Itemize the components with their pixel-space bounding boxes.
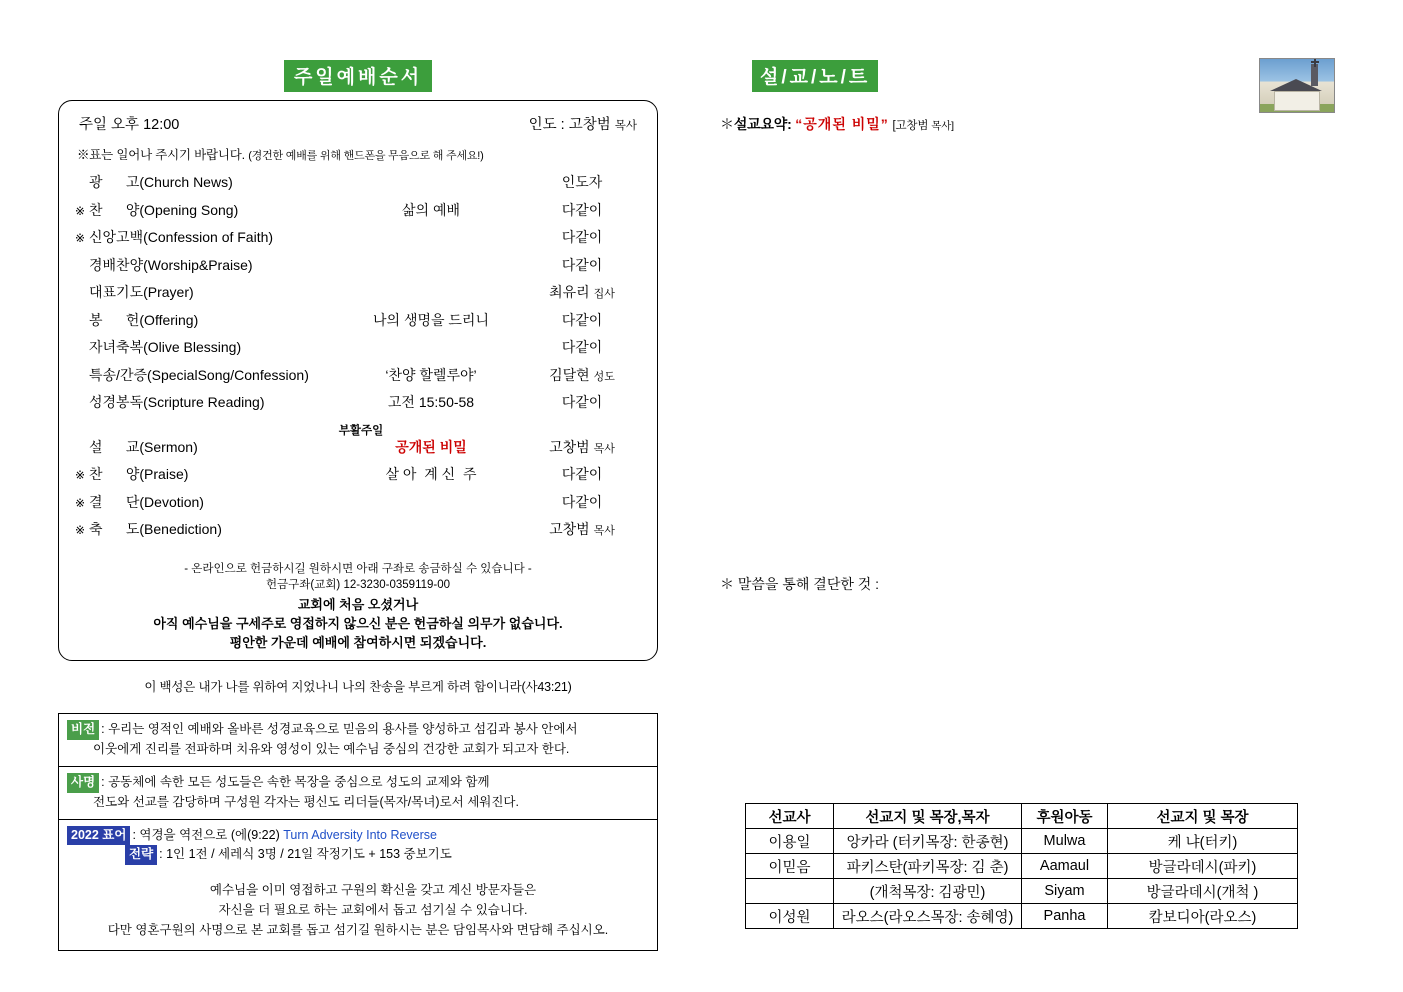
order-item-detail: 삶의 예배 [402,201,460,218]
order-item [75,310,641,338]
mission-line-2: 전도와 선교를 감당하며 구성원 각자는 평신도 리더들(목자/목녀)로서 세워진다. [93,794,519,809]
photo-building-body [1274,91,1320,111]
newcomer-note-line2: 아직 예수님을 구세주로 영접하지 않으신 분은 헌금하실 의무가 없습니다. [153,615,563,631]
church-photo [1259,58,1335,113]
visitor-line-3: 다만 영혼구원의 사명으로 본 교회를 돕고 섬기길 원하시는 분은 담임목사와 면담해 주십시오. [107,922,609,937]
order-item [75,227,641,255]
order-item [75,172,641,200]
offering-account: 헌금구좌(교회) 12-3230-0359119-00 [265,579,451,592]
order-item [75,492,641,520]
worship-order-box [58,100,658,661]
cross-icon-bar [1311,61,1319,63]
visitor-guidance-section [59,872,657,950]
cell-child: Mulwa [1022,829,1108,854]
worship-order-list [75,172,641,547]
order-item [75,282,641,310]
order-item-person: 다같이 [561,493,603,510]
vision-section [59,714,657,766]
cell-missionary [746,879,834,904]
visitor-line-1: 예수님을 이미 영접하고 구원의 확신을 갖고 계신 방문자들은 [209,882,537,897]
order-item-sermon [75,437,641,465]
cell-field-group: 캄보디아(라오스) [1108,904,1298,929]
goal-section [59,819,657,872]
sermon-summary-label: 설교요약: [733,116,792,132]
service-leader: 인도 : 고창범 목사 [528,117,637,133]
order-item-name: 성경봉독(Scripture Reading) [89,394,265,410]
scripture-verse: 이 백성은 내가 나를 위하여 지었나니 나의 찬송을 부르게 하려 함이니라(사43:21) [144,680,572,695]
year-goal-tag: 2022 표어 [67,826,130,845]
sermon-summary-row [720,114,1360,134]
cell-missionary: 이믿음 [746,854,834,879]
worship-header-row [75,111,641,134]
order-item-person: 고창범 목사 [549,521,615,537]
order-item-person: 최유리 집사 [549,284,615,300]
cell-field-group: 방글라데시(파키) [1108,854,1298,879]
strategy-line [67,845,649,864]
standing-note: ※표는 일어나 주시기 바랍니다. (경건한 예배를 위해 핸드폰을 무음으로 해 주세요!) [77,148,484,162]
cell-field-group: 케 냐(터키) [1108,829,1298,854]
strategy-tag: 전략 [125,845,157,864]
page-title: 주일예배순서 [284,60,432,92]
easter-sunday-label: 부활주일 [338,424,384,437]
order-item-name: 축 도(Benediction) [89,521,222,537]
col-header-field-and-shepherd: 선교지 및 목장,목자 [834,804,1022,829]
order-item-name: 대표기도(Prayer) [89,284,194,300]
order-item [75,392,641,420]
worship-order-column [58,60,678,951]
order-item-person: 다같이 [561,466,603,482]
order-item-person: 인도자 [561,174,603,190]
order-item-name: 신앙고백(Confession of Faith) [89,229,274,245]
cell-field-shepherd: 앙카라 (터키목장: 한종현) [834,829,1022,854]
order-item-name: 경배찬양(Worship&Praise) [89,256,253,273]
newcomer-note-line3: 평안한 가운데 예배에 참여하시면 되겠습니다. [229,634,487,650]
newcomer-note-line1: 교회에 처음 오셨거나 [297,596,419,612]
order-item-name: 자녀축복(Olive Blessing) [89,339,242,355]
mission-tag: 사명 [67,773,99,792]
order-item [75,337,641,365]
order-item-name: 찬 양(Praise) [89,466,189,482]
cell-missionary: 이성원 [746,904,834,929]
goal-text: : 역경을 역전으로 (에(9:22) [132,827,280,842]
order-item-name: 찬 양(Opening Song) [89,201,239,218]
standing-mark: ※ [75,203,86,218]
table-row [746,904,1298,929]
order-item-detail: 살 아 계 신 주 [385,466,477,482]
service-time: 주일 오후 12:00 [79,117,180,133]
sermon-summary-value: “공개된 비밀” [795,116,889,132]
order-item-name: 특송/간증(SpecialSong/Confession) [89,366,309,383]
order-item-person: 다같이 [561,256,603,273]
online-offering-note: - 온라인으로 헌금하시길 원하시면 아래 구좌로 송금하실 수 있습니다 - [184,562,532,575]
cell-field-shepherd: (개척목장: 김광민) [834,879,1022,904]
standing-mark: ※ [75,495,86,510]
table-row [746,829,1298,854]
cell-child: Panha [1022,904,1108,929]
vision-mission-box [58,713,658,950]
decision-prompt: ＊ 말씀을 통해 결단한 것 : [720,576,880,592]
sermon-title-text: 공개된 비밀 [395,438,467,455]
vision-line-1: : 우리는 영적인 예배와 올바른 성경교육으로 믿음의 용사를 양성하고 섬김과 봉사 안에서 [101,722,578,737]
cell-field-shepherd: 라오스(라오스목장: 송혜영) [834,904,1022,929]
order-item-person: 다같이 [561,311,603,328]
order-item-person: 다같이 [561,394,603,410]
cell-field-shepherd: 파키스탄(파키목장: 김 춘) [834,854,1022,879]
table-header-row [746,804,1298,829]
order-item-detail: 고전 15:50-58 [387,394,475,410]
mission-support-table [745,803,1298,929]
order-item-name: 결 단(Devotion) [89,493,204,510]
mission-section [59,766,657,819]
order-item-person: 김달현 성도 [549,366,615,383]
visitor-line-2: 자신을 더 필요로 하는 교회에서 돕고 섬기실 수 있습니다. [218,902,528,917]
photo-steeple [1311,64,1318,86]
table-row [746,879,1298,904]
order-item-person: 다같이 [561,339,603,355]
order-item-person: 다같이 [561,201,603,218]
col-header-field-and-group: 선교지 및 목장 [1108,804,1298,829]
cell-field-group: 방글라데시(개척 ) [1108,879,1298,904]
col-header-missionary: 선교사 [746,804,834,829]
standing-mark: ※ [75,231,86,245]
standing-mark: ※ [75,523,86,537]
sermon-preacher: [고창범 목사] [892,120,954,132]
order-item-person: 다같이 [561,229,603,245]
order-item [75,519,641,547]
mission-line-1: : 공동체에 속한 모든 성도들은 속한 목장을 중심으로 성도의 교제와 함께 [101,775,490,790]
order-item-name: 설 교(Sermon) [89,438,198,455]
table-row [746,854,1298,879]
order-item [75,200,641,228]
col-header-supported-child: 후원아동 [1022,804,1108,829]
cell-child: Siyam [1022,879,1108,904]
offering-footer [75,561,641,653]
sermon-note-title: 설/교/노/트 [752,60,878,92]
cell-child: Aamaul [1022,854,1108,879]
strategy-text: : 1인 1전 / 세레식 3명 / 21일 작정기도 + 153 중보기도 [159,847,452,862]
order-item-detail: ‘찬양 할렐루야’ [385,366,477,383]
order-item-name: 봉 헌(Offering) [89,311,199,328]
sermon-note-column [720,60,1360,594]
vision-line-2: 이웃에게 진리를 전파하며 치유와 영성이 있는 예수님 중심의 건강한 교회가 되고자 한다. [93,741,570,756]
order-item [75,464,641,492]
worship-banner-wrap [58,60,658,92]
order-item [75,255,641,283]
order-item-name: 광 고(Church News) [89,174,233,190]
cell-missionary: 이용일 [746,829,834,854]
order-item-person: 고창범 목사 [549,438,615,455]
mission-support-table-wrap [745,803,1298,929]
order-item-detail: 나의 생명을 드리니 [373,311,489,328]
vision-tag: 비전 [67,720,99,739]
standing-mark: ※ [75,468,86,482]
order-item [75,365,641,393]
bullet-star-icon: ＊ [720,116,734,132]
goal-text-english: Turn Adversity Into Reverse [283,827,438,842]
